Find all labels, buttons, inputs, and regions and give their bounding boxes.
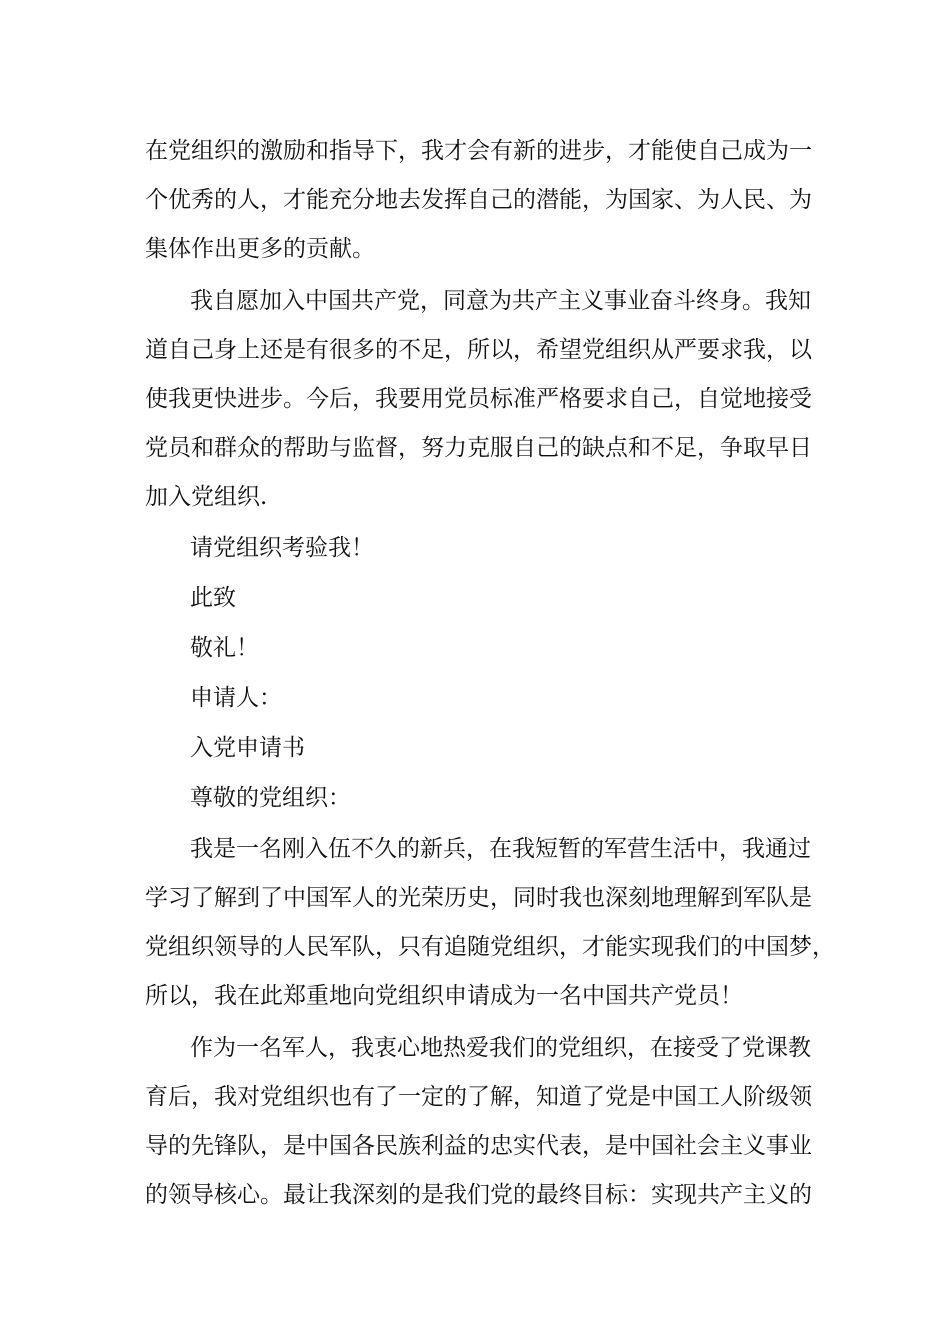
paragraph-line: 我是一名刚入伍不久的新兵，在我短暂的军营生活中，我通过 xyxy=(190,836,811,862)
paragraph-line: 育后，我对党组织也有了一定的了解，知道了党是中国工人阶级领 xyxy=(145,1084,812,1110)
paragraph-line: 道自己身上还是有很多的不足，所以，希望党组织从严要求我，以 xyxy=(145,337,812,363)
paragraph-line: 我自愿加入中国共产党，同意为共产主义事业奋斗终身。我知 xyxy=(190,288,811,314)
applicant-label: 申请人： xyxy=(190,685,282,711)
paragraph-line: 的领导核心。最让我深刻的是我们党的最终目标：实现共产主义的 xyxy=(145,1182,812,1208)
paragraph-line: 学习了解到了中国军人的光荣历史，同时我也深刻地理解到军队是 xyxy=(145,885,812,911)
closing-line: 请党组织考验我！ xyxy=(190,535,374,561)
greeting-line: 尊敬的党组织： xyxy=(190,785,351,811)
paragraph-line: 加入党组织. xyxy=(145,484,268,510)
paragraph-line: 党组织领导的人民军队，只有追随党组织，才能实现我们的中国梦， xyxy=(145,934,835,960)
paragraph-line: 在党组织的激励和指导下，我才会有新的进步，才能使自己成为一 xyxy=(145,138,812,164)
paragraph-line: 所以，我在此郑重地向党组织申请成为一名中国共产党员！ xyxy=(145,983,743,1009)
paragraph-line: 集体作出更多的贡献。 xyxy=(145,236,375,262)
paragraph-line: 作为一名军人，我衷心地热爱我们的党组织，在接受了党课教 xyxy=(190,1035,811,1061)
paragraph-line: 使我更快进步。今后，我要用党员标准严格要求自己，自觉地接受 xyxy=(145,386,812,412)
document-title: 入党申请书 xyxy=(190,735,305,761)
salutation-line: 此致 xyxy=(190,585,236,611)
paragraph-line: 导的先锋队，是中国各民族利益的忠实代表，是中国社会主义事业 xyxy=(145,1133,812,1159)
paragraph-line: 党员和群众的帮助与监督，努力克服自己的缺点和不足，争取早日 xyxy=(145,435,812,461)
salutation-line: 敬礼！ xyxy=(190,635,259,661)
paragraph-line: 个优秀的人，才能充分地去发挥自己的潜能，为国家、为人民、为 xyxy=(145,187,812,213)
